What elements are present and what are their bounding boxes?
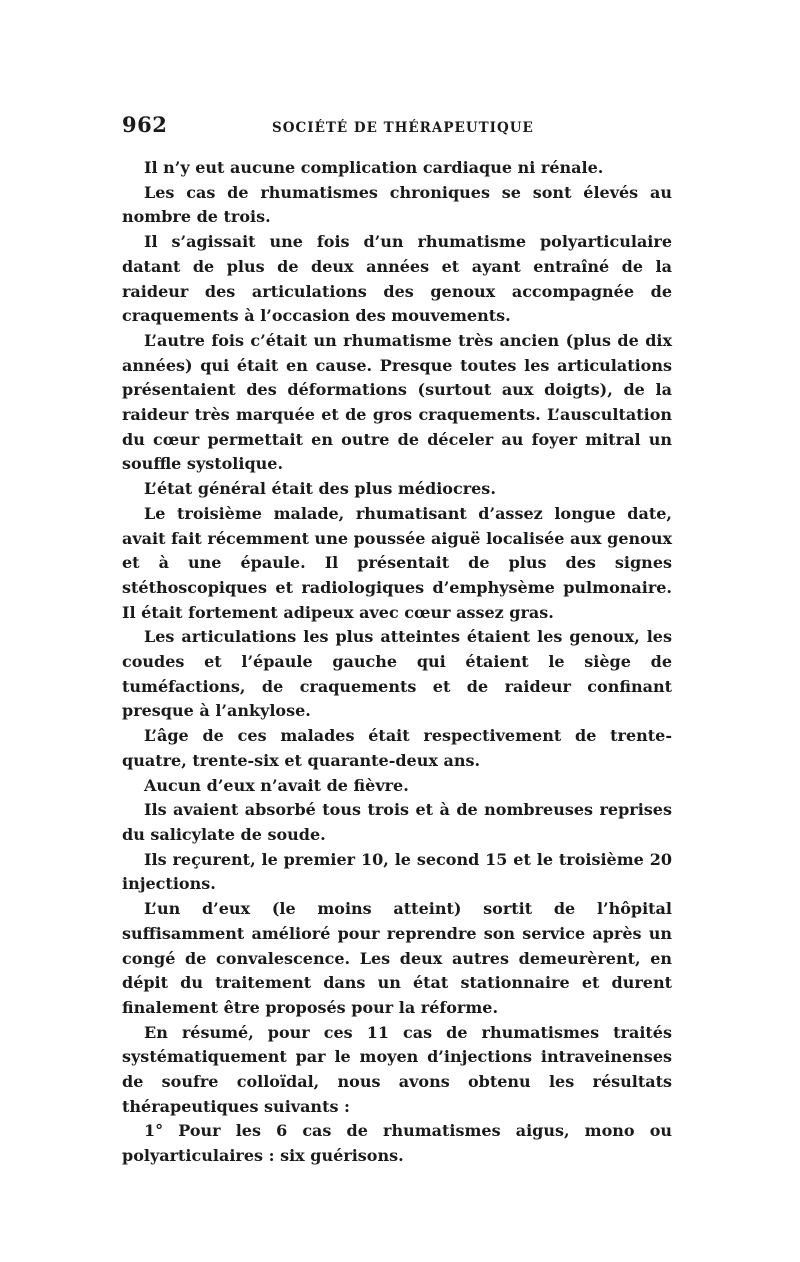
paragraph: L’autre fois c’était un rhumatisme très ancien (plus de dix années) qui était en cause. Presque toutes les articulations présentaient des déformations (surtout aux doigts), de la raideur très marquée et de gros craquements. L’auscultation du cœur permettait en outre de déceler au foyer mitral un souffle systolique. [122,330,672,474]
paragraph: En résumé, pour ces 11 cas de rhumatismes traités systématiquement par le moyen d’injections intraveinenses de soufre colloïdal, nous avons obtenu les résultats thérapeutiques suivants : [122,1022,672,1116]
running-head: SOCIÉTÉ DE THÉRAPEUTIQUE [272,120,534,136]
paragraph: Ils avaient absorbé tous trois et à de nombreuses reprises du salicylate de soude. [122,800,672,844]
book-page [122,112,672,1169]
paragraph: L’état général était des plus médiocres. [144,479,496,499]
page-number: 962 [122,112,168,137]
paragraph: Le troisième malade, rhumatisant d’assez longue date, avait fait récemment une poussée aiguë localisée aux genoux et à une épaule. Il présentait de plus des signes stéthoscopiques et radiologiques d’emphysème pulmonaire. Il était fortement adipeux avec cœur assez gras. [122,503,672,622]
paragraph: Les cas de rhumatismes chroniques se sont élevés au nombre de trois. [122,182,672,227]
paragraph: Les articulations les plus atteintes étaient les genoux, les coudes et l’épaule gauche qui étaient le siège de tuméfactions, de craquements et de raideur confinant presque à l’ankylose. [122,627,672,721]
body-text [122,156,672,1169]
paragraph: Il n’y eut aucune complication cardiaque ni rénale. [144,158,604,177]
paragraph: L’un d’eux (le moins atteint) sortit de l’hôpital suffisamment amélioré pour reprendre son service après un congé de convalescence. Les deux autres demeurèrent, en dépit du traitement dans un état stationnaire et durent finalement être proposés pour la réforme. [122,899,672,1017]
page-header [122,112,672,146]
paragraph: L’âge de ces malades était respectivement de trente-quatre, trente-six et quarante-deux ans. [122,726,672,770]
paragraph: 1° Pour les 6 cas de rhumatismes aigus, mono ou polyarticulaires : six guérisons. [122,1121,672,1166]
paragraph: Il s’agissait une fois d’un rhumatisme polyarticulaire datant de plus de deux années et ayant entraîné de la raideur des articulations des genoux accompagnée de craquements à l’occasion des mouvements. [122,232,672,326]
paragraph: Aucun d’eux n’avait de fièvre. [144,775,409,795]
paragraph: Ils reçurent, le premier 10, le second 15 et le troisième 20 injections. [122,849,672,894]
